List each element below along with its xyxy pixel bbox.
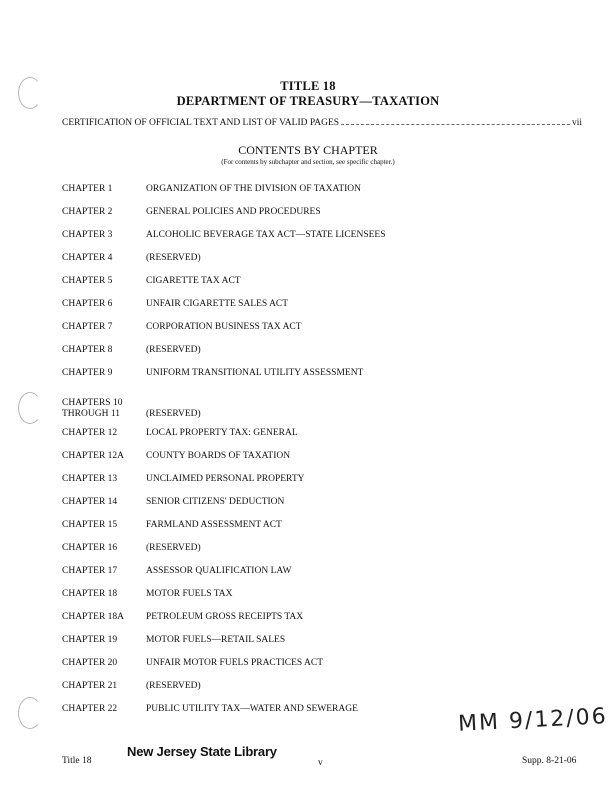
library-stamp: New Jersey State Library [127,744,277,759]
page-title: TITLE 18 [280,79,336,93]
contents-note: (For contents by subchapter and section, see specific chapter.) [221,158,395,166]
chapter-number: CHAPTER 15 [62,520,118,530]
chapter-number: CHAPTER 2 [62,207,113,217]
footer-title: Title 18 [62,756,92,766]
chapter-number: CHAPTER 18 [62,589,118,599]
chapter-number: CHAPTER 4 [62,253,113,263]
chapter-name: MOTOR FUELS—RETAIL SALES [146,635,286,645]
certification-page: vii [571,118,582,128]
chapter-name: (RESERVED) [146,543,201,553]
certification-text: CERTIFICATION OF OFFICIAL TEXT AND LIST OF VALID PAGES [62,118,340,128]
chapter-name: GENERAL POLICIES AND PROCEDURES [146,207,321,217]
chapter-number: CHAPTER 21 [62,681,118,691]
chapter-name: PUBLIC UTILITY TAX—WATER AND SEWERAGE [146,704,358,714]
handwritten-annotation: MM 9/12/06 [457,704,609,737]
chapter-name: PETROLEUM GROSS RECEIPTS TAX [146,612,304,622]
chapter-name: FARMLAND ASSESSMENT ACT [146,520,282,530]
chapter-name: (RESERVED) [146,345,201,355]
punch-hole-bottom [18,697,42,729]
page-number: v [318,758,323,768]
page-subtitle: DEPARTMENT OF TREASURY—TAXATION [176,94,440,108]
chapter-number: CHAPTER 3 [62,230,113,240]
chapter-name: (RESERVED) [146,253,201,263]
supplement-date: Supp. 8-21-06 [522,756,577,766]
chapter-name: ORGANIZATION OF THE DIVISION OF TAXATION [146,184,362,194]
chapter-name: ASSESSOR QUALIFICATION LAW [146,566,292,576]
chapter-name: (RESERVED) [146,681,201,691]
chapter-number: CHAPTER 22 [62,704,118,714]
chapter-name: UNCLAIMED PERSONAL PROPERTY [146,474,305,484]
chapter-number: CHAPTER 1 [62,184,113,194]
chapter-number: CHAPTER 13 [62,474,118,484]
chapter-number: CHAPTER 20 [62,658,118,668]
chapter-number: CHAPTER 18A [62,612,125,622]
chapter-number: CHAPTER 17 [62,566,118,576]
chapter-name: UNFAIR MOTOR FUELS PRACTICES ACT [146,658,324,668]
chapter-name: UNFAIR CIGARETTE SALES ACT [146,299,289,309]
chapter-name: ALCOHOLIC BEVERAGE TAX ACT—STATE LICENSEES [146,230,386,240]
chapter-name: COUNTY BOARDS OF TAXATION [146,451,291,461]
chapter-number: CHAPTER 6 [62,299,113,309]
chapter-number: CHAPTER 5 [62,276,113,286]
chapter-name: SENIOR CITIZENS' DEDUCTION [146,497,285,507]
chapter-name: MOTOR FUELS TAX [146,589,233,599]
chapter-name: CIGARETTE TAX ACT [146,276,241,286]
chapter-name: CORPORATION BUSINESS TAX ACT [146,322,302,332]
chapter-number: CHAPTER 14 [62,497,118,507]
contents-heading: CONTENTS BY CHAPTER [238,143,378,157]
chapter-name: LOCAL PROPERTY TAX: GENERAL [146,428,298,438]
punch-hole-middle [18,392,42,424]
chapter-number: CHAPTER 8 [62,345,113,355]
chapter-name: UNIFORM TRANSITIONAL UTILITY ASSESSMENT [146,368,364,378]
chapter-number: CHAPTER 12 [62,428,118,438]
chapter-name: (RESERVED) [146,409,201,419]
chapter-number: CHAPTER 9 [62,368,113,378]
chapter-number: CHAPTER 7 [62,322,113,332]
certification-line [62,118,582,128]
chapter-number: CHAPTER 19 [62,635,118,645]
chapter-number: CHAPTER 16 [62,543,118,553]
leader-dots [341,118,570,125]
chapter-number: CHAPTERS 10 THROUGH 11 [62,398,123,419]
chapter-number: CHAPTER 12A [62,451,125,461]
